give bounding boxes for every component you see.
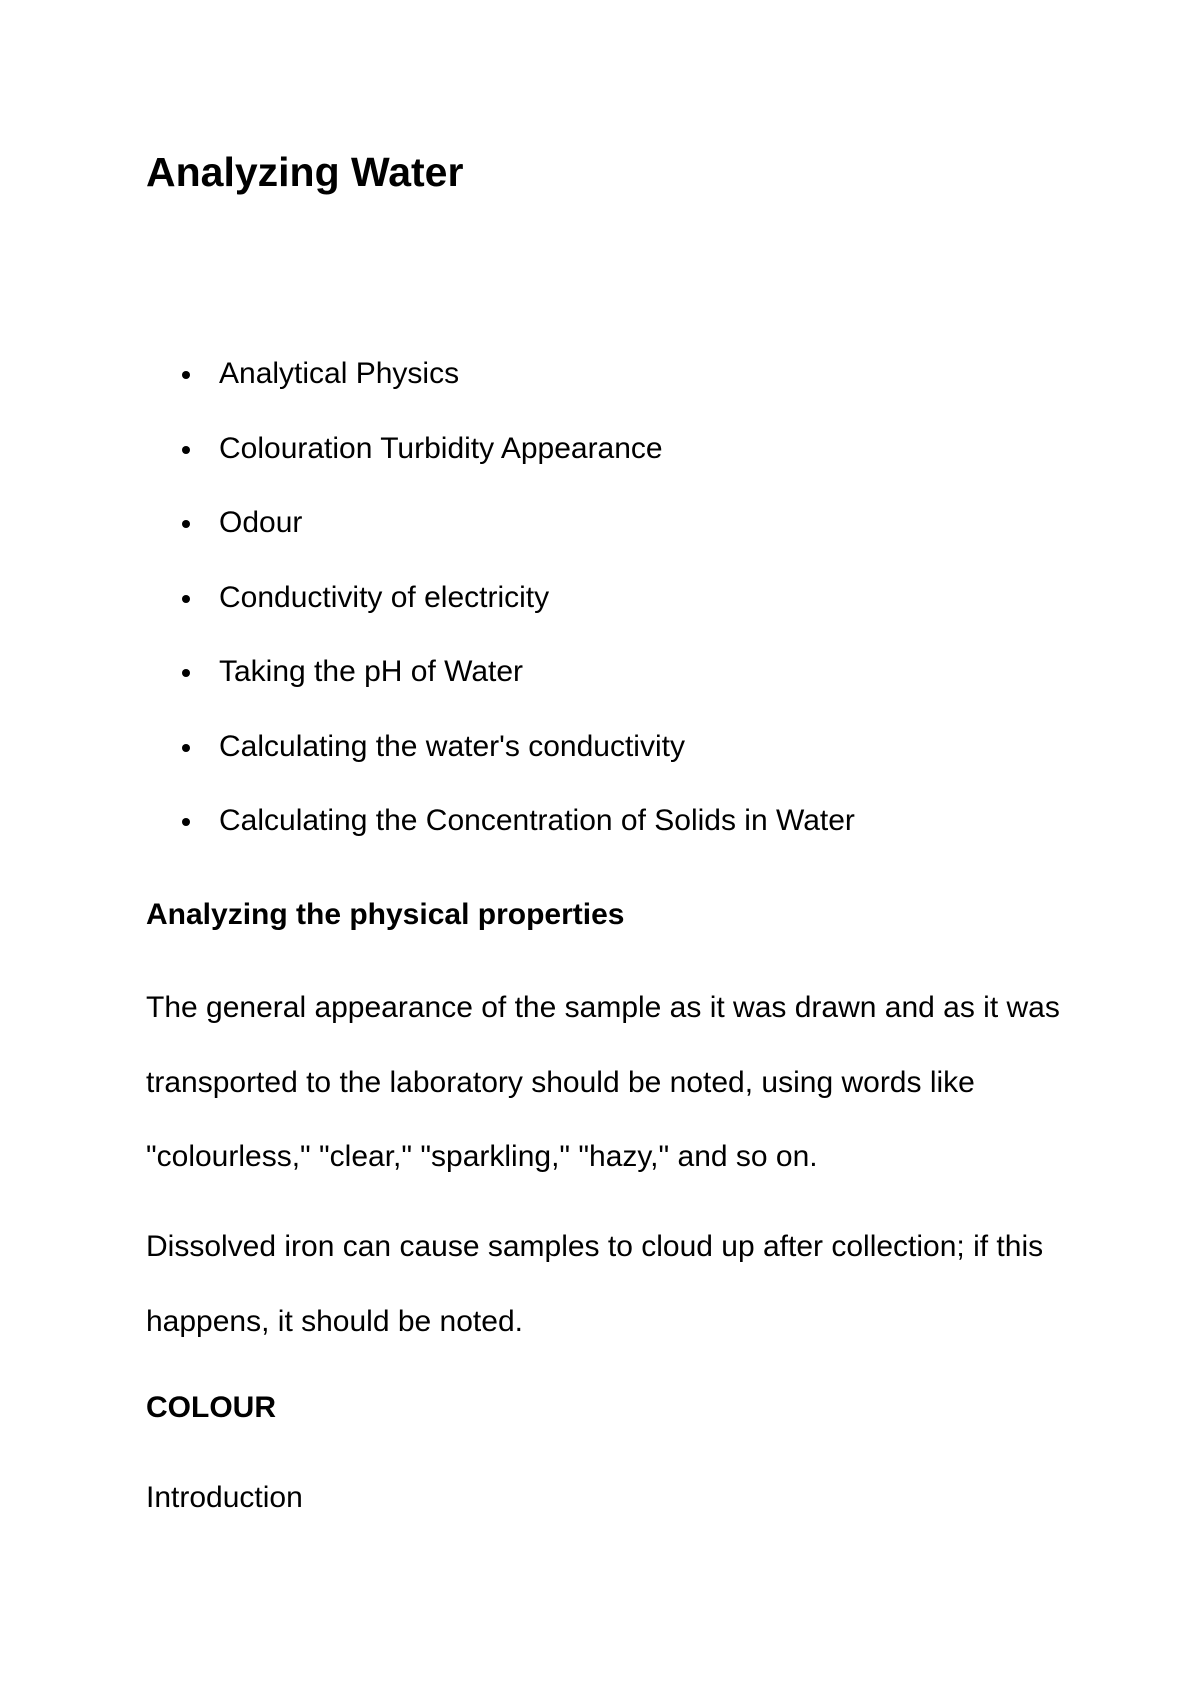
list-item-text: Odour — [219, 506, 303, 539]
bullet-icon — [182, 446, 190, 454]
list-item-text: Analytical Physics — [219, 357, 460, 390]
bullet-icon — [182, 520, 190, 528]
section-heading-colour: COLOUR — [146, 1391, 276, 1424]
page-title: Analyzing Water — [146, 149, 464, 195]
bullet-icon — [182, 669, 190, 677]
section-heading-physical-properties: Analyzing the physical properties — [146, 898, 625, 931]
list-item-text: Taking the pH of Water — [219, 655, 524, 688]
list-item-text: Calculating the water's conductivity — [219, 729, 685, 763]
bullet-icon — [182, 744, 190, 752]
bullet-icon — [182, 595, 190, 603]
list-item-text: Conductivity of electricity — [219, 580, 550, 614]
paragraph-dissolved-iron: Dissolved iron can cause samples to cloud up after collection; if this happens, it should be noted. — [146, 1230, 1044, 1338]
bullet-icon — [182, 371, 190, 379]
list-item-text: Colouration Turbidity Appearance — [219, 431, 663, 465]
bullet-icon — [182, 818, 190, 826]
paragraph-general-appearance: The general appearance of the sample as it was drawn and as it was transported to the laboratory should be noted, using words like "colourless," "clear," "sparkling," "hazy," and so on. — [146, 991, 1060, 1173]
subsection-introduction: Introduction — [146, 1481, 303, 1514]
list-item-text: Calculating the Concentration of Solids in Water — [219, 804, 855, 837]
